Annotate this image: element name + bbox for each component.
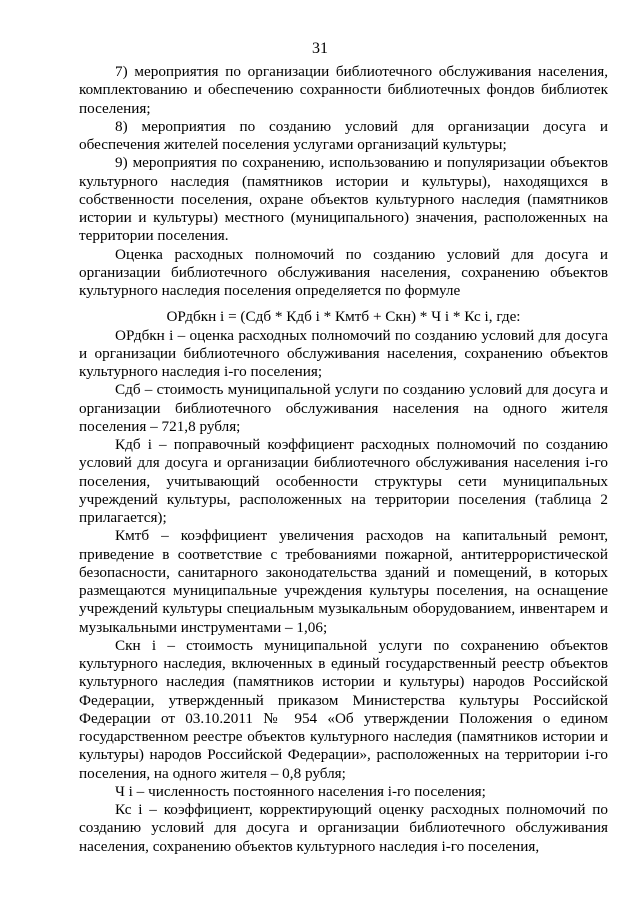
paragraph-item-7: 7) мероприятия по организации библиотечного обслуживания населения, комплектованию и обеспечению сохранности библиотечных фондов библиотек поселения; <box>79 63 608 117</box>
paragraph-assessment-intro: Оценка расходных полномочий по созданию условий для досуга и организации библиотечного обслуживания населения, сохранению объектов культурного наследия поселения определяется по формуле <box>79 245 608 299</box>
paragraph-item-8: 8) мероприятия по созданию условий для организации досуга и обеспечения жителей поселения услугами организаций культуры; <box>79 117 608 153</box>
definition-ch: Ч i – численность постоянного населения i-го поселения; <box>115 782 486 800</box>
definition-kdb: Кдб i – поправочный коэффициент расходных полномочий по созданию условий для досуга и организации библиотечного обслуживания населения i-го поселения, учитывающий особенности структуры сети муниципальных учреждений культуры, расположенных на территории поселения (таблица 2 прилагается); <box>79 436 608 526</box>
definition-sdb: Сдб – стоимость муниципальной услуги по созданию условий для досуга и организации библиотечного обслуживания населения на одного жителя поселения – 721,8 рубля; <box>79 381 608 435</box>
definition-kmtb: Кмтб – коэффициент увеличения расходов на капитальный ремонт, приведение в соответствие с требованиями пожарной, антитеррористической безопасности, санитарного законодательства зданий и помещений, в которых размещаются муниципальные учреждения культуры поселения, на оснащение учреждений культуры специальным музыкальным оборудованием, инвентарем и музыкальными инструментами – 1,06; <box>79 527 608 636</box>
definition-ks: Кс i – коэффициент, корректирующий оценку расходных полномочий по созданию условий для досуга и организации библиотечного обслуживания населения, сохранению объектов культурного наследия i-го поселения, <box>79 801 608 855</box>
paragraph-item-9: 9) мероприятия по сохранению, использованию и популяризации объектов культурного наследия (памятников истории и культуры), находящихся в собственности поселения, охране объектов культурного наследия (памятников истории и культуры) местного (муниципального) значения, расположенных на территории поселения. <box>79 154 608 245</box>
page-number: 31 <box>312 40 328 57</box>
definition-ordbkn: ОРдбкн i – оценка расходных полномочий по созданию условий для досуга и организации библиотечного обслуживания населения, сохранению объектов культурного наследия i-го поселения; <box>79 326 608 380</box>
formula: ОРдбкн i = (Сдб * Кдб i * Кмтб + Скн) * Ч i * Кс i, где: <box>166 308 521 326</box>
definition-skn: Скн i – стоимость муниципальной услуги по сохранению объектов культурного наследия, включенных в единый государственный реестр объектов культурного наследия (памятников истории и культуры) народов Российской Федерации, утвержденный приказом Министерства культуры Российской Федерации от 03.10.2011 № 954 «Об утверждении Положения о едином государственном реестре объектов культурного наследия (памятников истории и культуры) народов Российской Федерации», расположенных на территории i-го поселения, на одного жителя – 0,8 рубля; <box>79 636 608 782</box>
document-body <box>79 63 608 856</box>
